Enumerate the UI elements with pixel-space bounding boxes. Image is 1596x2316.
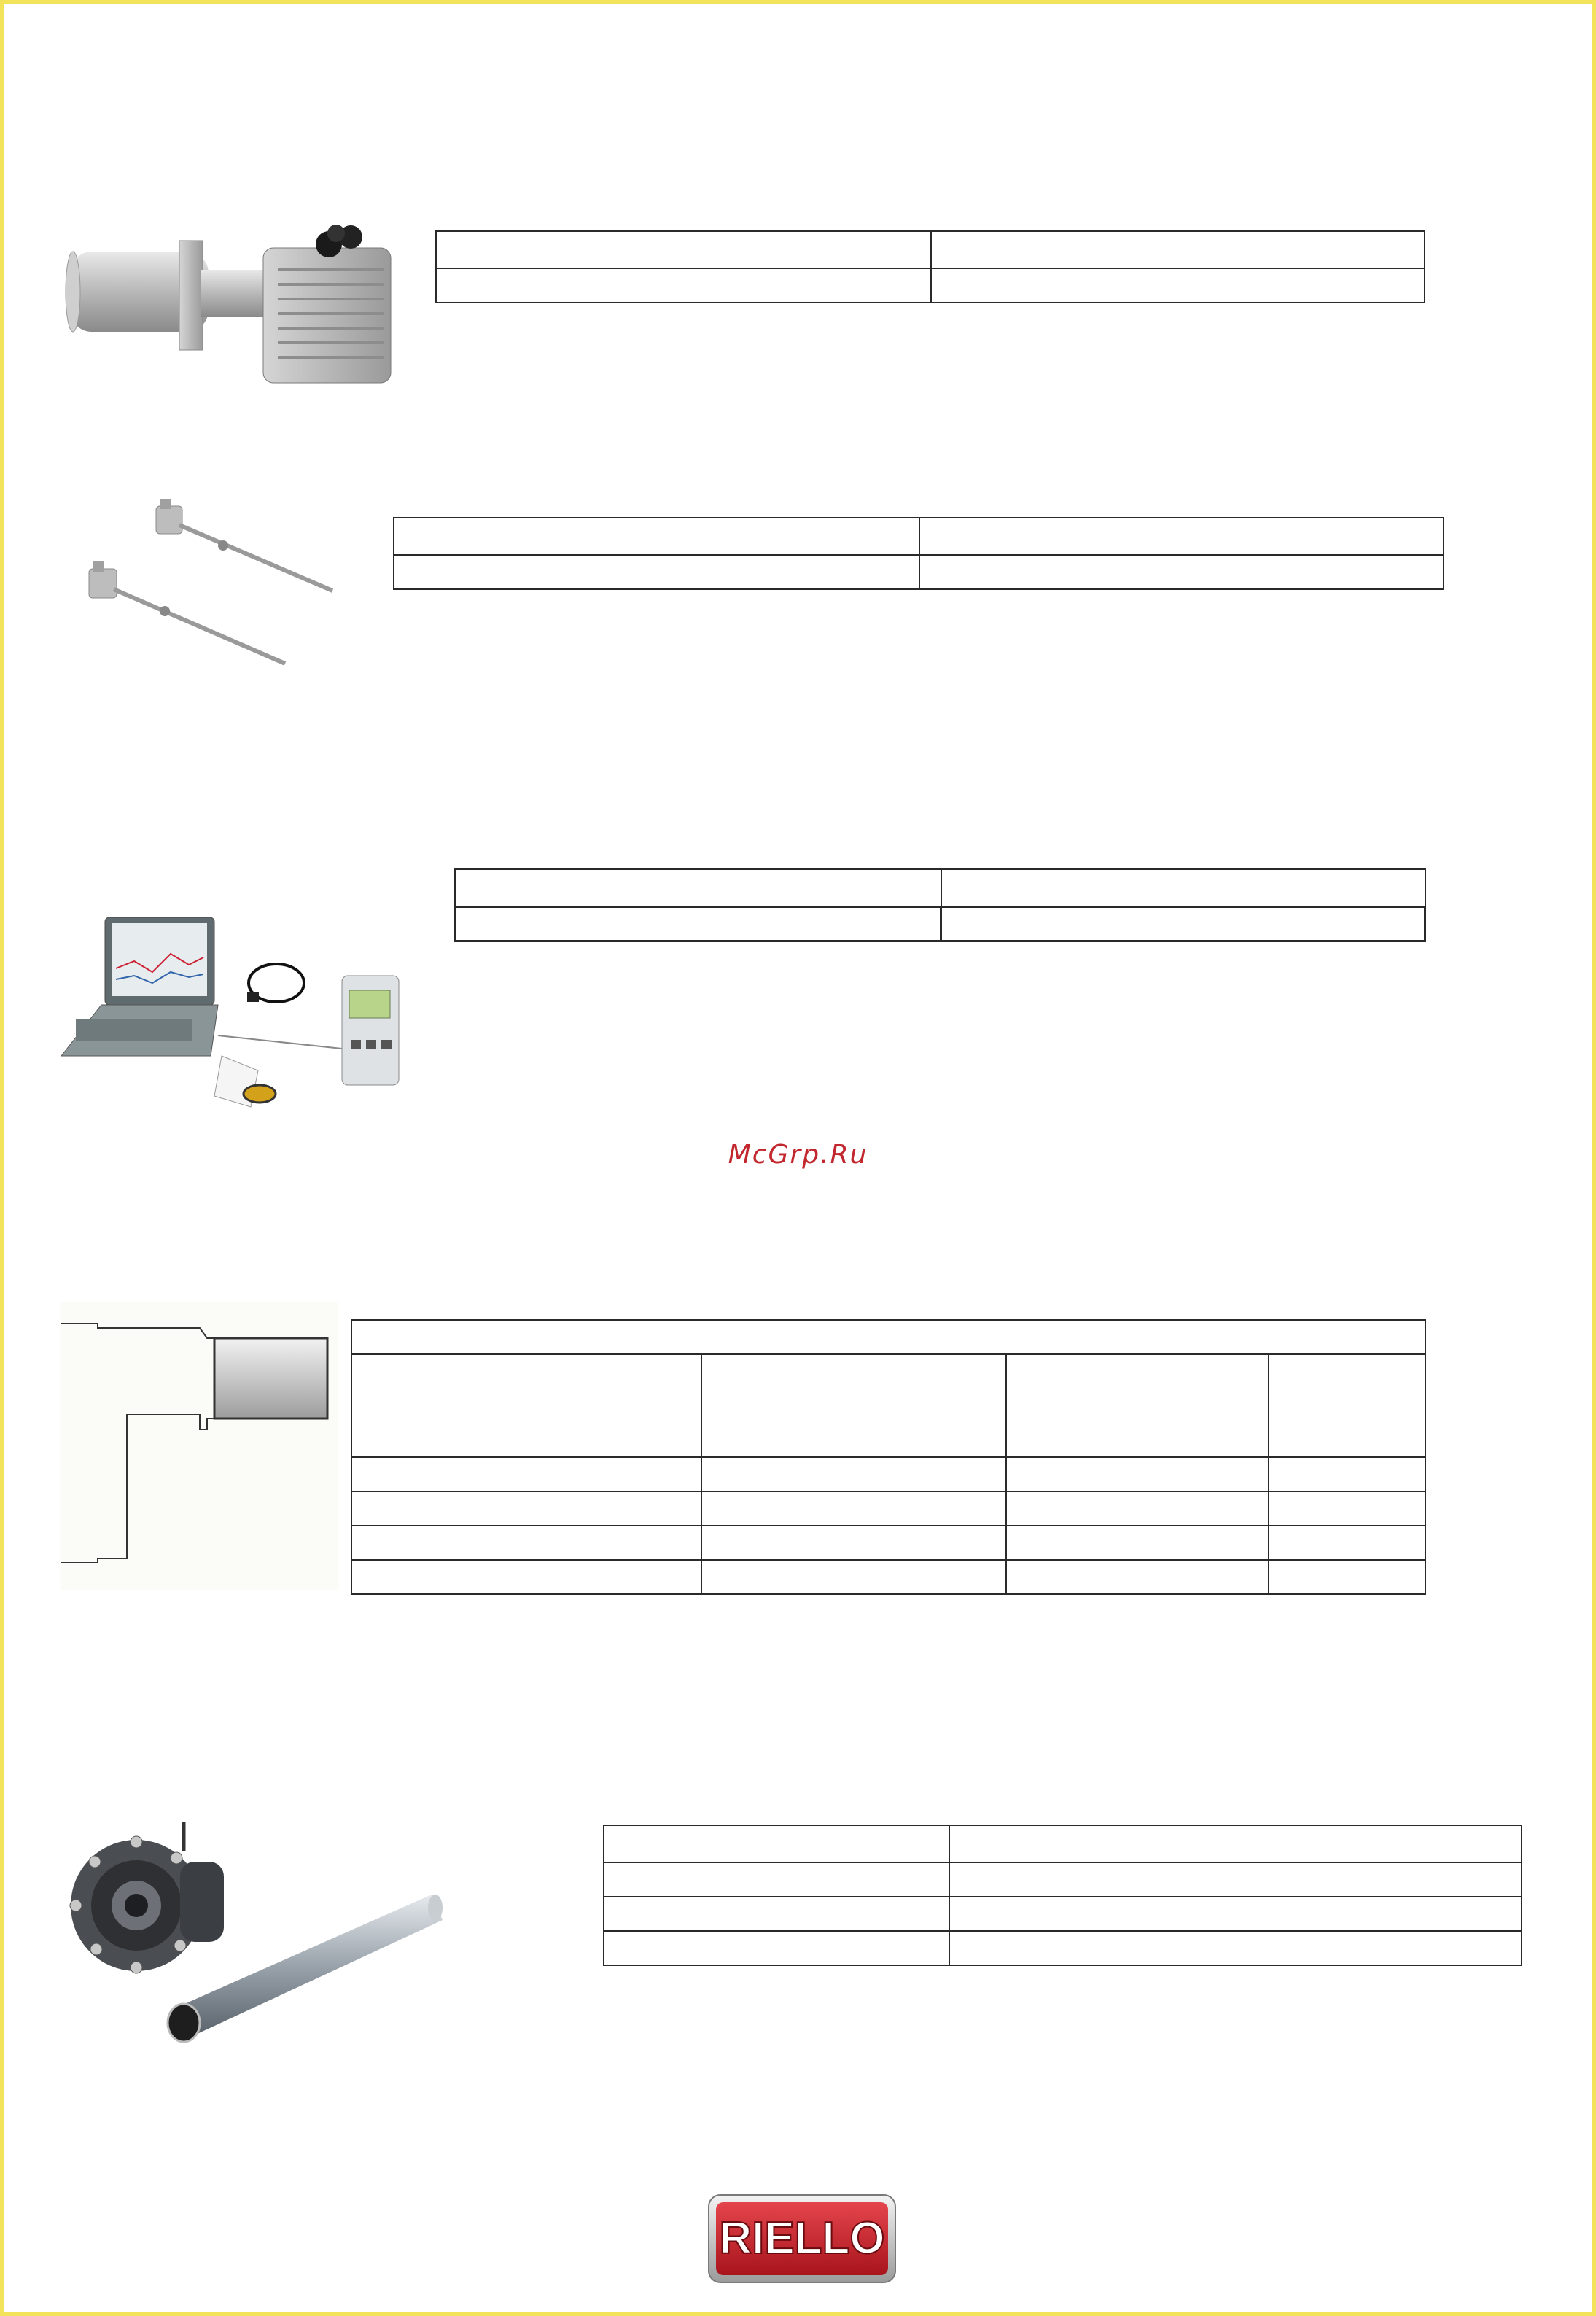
riello-logo bbox=[707, 2193, 897, 2284]
table-4-cell bbox=[351, 1457, 701, 1491]
table-4-cell bbox=[701, 1560, 1006, 1594]
table-5-cell bbox=[604, 1825, 949, 1862]
table-5-cell bbox=[604, 1862, 949, 1897]
table-4-header bbox=[351, 1320, 1425, 1354]
logo-text: RIELLO bbox=[719, 2213, 885, 2263]
pc-software-kit-image bbox=[61, 910, 411, 1114]
table-1-cell bbox=[931, 231, 1425, 268]
table-2-cell bbox=[919, 518, 1444, 555]
air-pressure-actuator-image bbox=[63, 219, 405, 397]
table-4-cell bbox=[1006, 1526, 1269, 1560]
table-5-cell bbox=[949, 1897, 1522, 1931]
table-3-cell bbox=[455, 869, 941, 906]
table-4-cell bbox=[1006, 1560, 1269, 1594]
table-1-cell bbox=[931, 268, 1425, 303]
table-4-cell bbox=[1269, 1491, 1425, 1526]
table-4-cell bbox=[1269, 1457, 1425, 1491]
table-1-cell bbox=[436, 231, 931, 268]
table-4-cell bbox=[701, 1491, 1006, 1526]
table-4 bbox=[351, 1319, 1426, 1595]
gas-train-adapter-image bbox=[67, 1822, 446, 2048]
table-4-cell bbox=[351, 1560, 701, 1594]
table-4-column-header bbox=[1006, 1354, 1269, 1457]
head-extension-diagram-image bbox=[61, 1302, 338, 1590]
table-4-column-header bbox=[351, 1354, 701, 1457]
table-1 bbox=[435, 230, 1425, 303]
table-4-cell bbox=[1006, 1457, 1269, 1491]
table-4-cell bbox=[351, 1491, 701, 1526]
table-5-cell bbox=[949, 1862, 1522, 1897]
watermark: McGrp.Ru bbox=[728, 1140, 868, 1170]
table-4-cell bbox=[701, 1526, 1006, 1560]
table-5-cell bbox=[604, 1897, 949, 1931]
table-3-cell bbox=[941, 906, 1425, 941]
table-3-cell bbox=[941, 869, 1425, 906]
table-2-cell bbox=[919, 555, 1444, 589]
table-2-cell bbox=[394, 555, 919, 589]
table-4-cell bbox=[1006, 1491, 1269, 1526]
table-2-cell bbox=[394, 518, 919, 555]
table-3-cell bbox=[455, 906, 941, 941]
table-5-cell bbox=[949, 1825, 1522, 1862]
table-4-cell bbox=[1269, 1526, 1425, 1560]
table-4-cell bbox=[1269, 1560, 1425, 1594]
temperature-probe-image bbox=[70, 496, 340, 675]
table-3 bbox=[454, 868, 1426, 942]
table-4-cell bbox=[351, 1526, 701, 1560]
table-2 bbox=[393, 517, 1444, 590]
table-1-cell bbox=[436, 268, 931, 303]
table-5-cell bbox=[949, 1931, 1522, 1965]
table-4-cell bbox=[701, 1457, 1006, 1491]
table-4-column-header bbox=[1269, 1354, 1425, 1457]
table-5 bbox=[603, 1825, 1522, 1966]
table-4-column-header bbox=[701, 1354, 1006, 1457]
table-5-cell bbox=[604, 1931, 949, 1965]
